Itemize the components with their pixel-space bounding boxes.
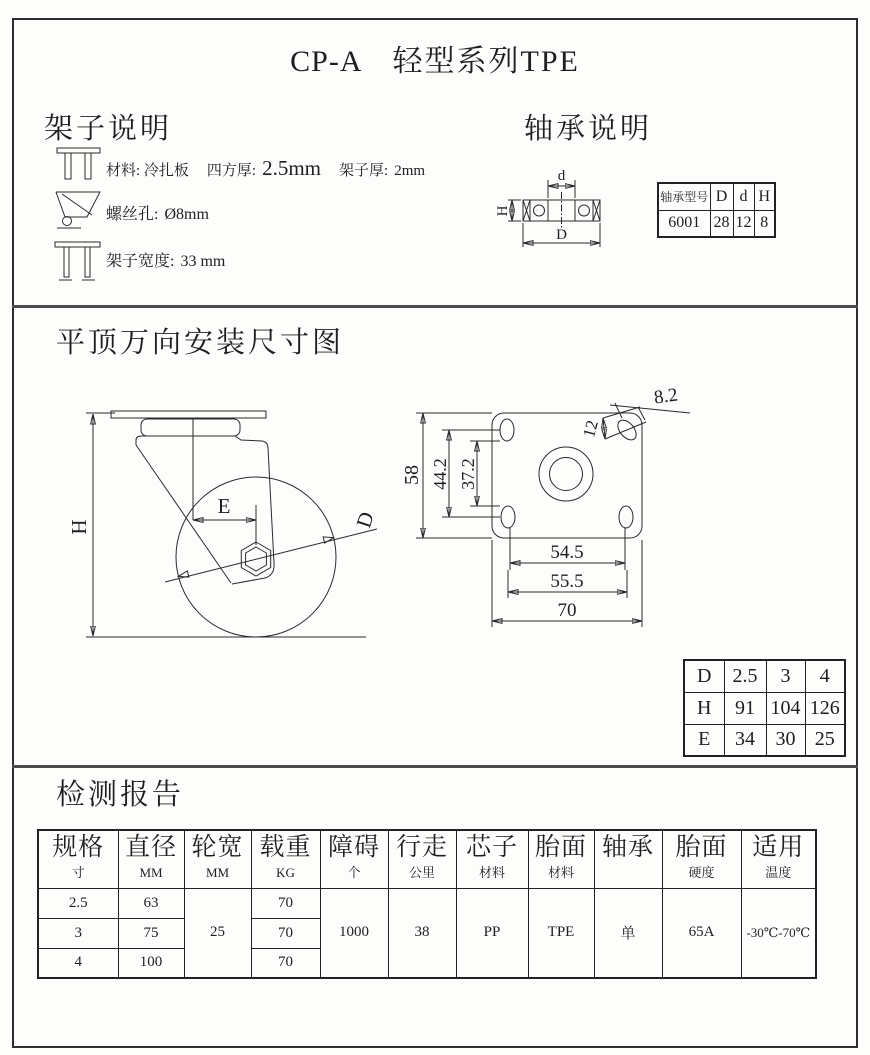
report-row-2-5 xyxy=(38,888,816,918)
report-col-diameter: 直径 MM xyxy=(118,830,184,888)
bearing-col-D: D xyxy=(710,183,733,210)
report-col-spec: 规格 寸 xyxy=(38,830,118,888)
plate-dim-55-5: 55.5 xyxy=(550,571,584,592)
dhe-e-1: 34 xyxy=(724,724,766,756)
report-col-tread-material: 胎面 材料 xyxy=(528,830,594,888)
load-70-a: 70 xyxy=(251,888,320,918)
caster-side-view-drawing xyxy=(67,393,385,648)
diameter-100: 100 xyxy=(118,948,184,978)
plate-dim-8-2: 8.2 xyxy=(652,384,680,409)
frame-note-1-material: 材料: 冷扎板 xyxy=(106,163,189,179)
dhe-d-1: 2.5 xyxy=(724,660,766,692)
report-col-obstacle: 障碍 个 xyxy=(320,830,388,888)
core-material-value: PP xyxy=(456,888,528,978)
section-divider-bottom xyxy=(12,765,858,768)
report-col-tread-hardness: 胎面 硬度 xyxy=(662,830,741,888)
caster-dim-H-label: H xyxy=(67,519,91,535)
dhe-label-d: D xyxy=(684,660,724,692)
frame-bracket-diagram-1 xyxy=(56,146,102,186)
dhe-row-d xyxy=(684,660,845,692)
report-section-heading: 检测报告 xyxy=(56,779,185,811)
travel-value: 38 xyxy=(388,888,456,978)
bearing-cross-section-diagram xyxy=(483,160,608,252)
load-70-c: 70 xyxy=(251,948,320,978)
frame-note-1-thickness-value: 2mm xyxy=(394,163,426,179)
tread-hardness-value: 65A xyxy=(662,888,741,978)
bearing-D-value: 28 xyxy=(710,210,733,237)
dhe-row-e xyxy=(684,724,845,756)
bearing-d-value: 12 xyxy=(733,210,754,237)
bearing-table-value-row xyxy=(658,210,775,237)
frame-note-3-value: 33 mm xyxy=(180,253,226,270)
frame-screwhole-diagram xyxy=(54,188,102,236)
frame-width-diagram xyxy=(54,240,102,286)
obstacle-value: 1000 xyxy=(320,888,388,978)
tread-material-value: TPE xyxy=(528,888,594,978)
spec-2-5: 2.5 xyxy=(38,888,118,918)
report-col-travel: 行走 公里 xyxy=(388,830,456,888)
dhe-d-2: 3 xyxy=(766,660,805,692)
plate-dim-58: 58 xyxy=(401,465,423,485)
caster-dim-E-label: E xyxy=(217,494,231,518)
diameter-63: 63 xyxy=(118,888,184,918)
bearing-spec-table xyxy=(657,182,776,238)
bearing-model-value: 6001 xyxy=(658,210,710,237)
bearing-col-H: H xyxy=(754,183,775,210)
dhe-e-3: 25 xyxy=(805,724,845,756)
temperature-value: -30℃-70℃ xyxy=(741,888,816,978)
dhe-size-table xyxy=(683,659,846,757)
load-70-b: 70 xyxy=(251,918,320,948)
dhe-row-h xyxy=(684,692,845,724)
dhe-h-2: 104 xyxy=(766,692,805,724)
bearing-dim-h-label: H xyxy=(495,205,511,217)
bearing-dim-d-label: d xyxy=(557,168,566,184)
bearing-type-value: 单 xyxy=(594,888,662,978)
test-report-table xyxy=(37,829,817,979)
frame-note-1 xyxy=(106,156,425,181)
mounting-section-heading: 平顶万向安装尺寸图 xyxy=(56,327,345,359)
report-col-wheel-width: 轮宽 MM xyxy=(184,830,251,888)
dhe-label-e: E xyxy=(684,724,724,756)
plate-dim-70: 70 xyxy=(557,600,577,621)
report-col-core: 芯子 材料 xyxy=(456,830,528,888)
frame-note-2-label: 螺丝孔: xyxy=(106,206,159,223)
frame-note-2 xyxy=(106,201,209,224)
title-model: CP-A xyxy=(290,45,363,78)
diameter-75: 75 xyxy=(118,918,184,948)
frame-note-1-thickness-label: 架子厚: xyxy=(339,163,389,179)
top-plate-drawing xyxy=(400,378,690,643)
section-divider-top xyxy=(12,305,858,308)
dhe-label-h: H xyxy=(684,692,724,724)
plate-dim-37-2: 37.2 xyxy=(458,458,478,490)
bearing-dim-D-label: D xyxy=(556,227,567,243)
dhe-h-3: 126 xyxy=(805,692,845,724)
bearing-section-heading: 轴承说明 xyxy=(524,113,653,145)
frame-note-1-square-value: 2.5mm xyxy=(262,156,322,180)
report-col-temperature: 适用 温度 xyxy=(741,830,816,888)
wheel-width-value: 25 xyxy=(184,888,251,978)
dhe-d-3: 4 xyxy=(805,660,845,692)
report-header-row xyxy=(38,830,816,888)
frame-note-3 xyxy=(106,248,225,271)
bearing-col-model: 轴承型号 xyxy=(658,183,710,210)
dhe-e-2: 30 xyxy=(766,724,805,756)
title-series: 轻型系列TPE xyxy=(392,45,580,78)
frame-note-2-value: Ø8mm xyxy=(164,206,209,223)
frame-note-1-square-label: 四方厚: xyxy=(206,163,257,179)
bearing-H-value: 8 xyxy=(754,210,775,237)
bearing-table-header-row xyxy=(658,183,775,210)
spec-3: 3 xyxy=(38,918,118,948)
spec-4: 4 xyxy=(38,948,118,978)
bearing-col-d: d xyxy=(733,183,754,210)
frame-section-heading: 架子说明 xyxy=(44,113,173,145)
report-col-load: 载重 KG xyxy=(251,830,320,888)
caster-dim-D-label: D xyxy=(351,508,379,531)
report-col-bearing: 轴承 xyxy=(594,830,662,888)
plate-dim-44-2: 44.2 xyxy=(430,458,450,490)
plate-dim-12: 12 xyxy=(579,418,602,440)
dhe-h-1: 91 xyxy=(724,692,766,724)
page-title xyxy=(0,36,870,80)
frame-note-3-label: 架子宽度: xyxy=(106,253,175,270)
plate-dim-54-5: 54.5 xyxy=(550,542,584,563)
